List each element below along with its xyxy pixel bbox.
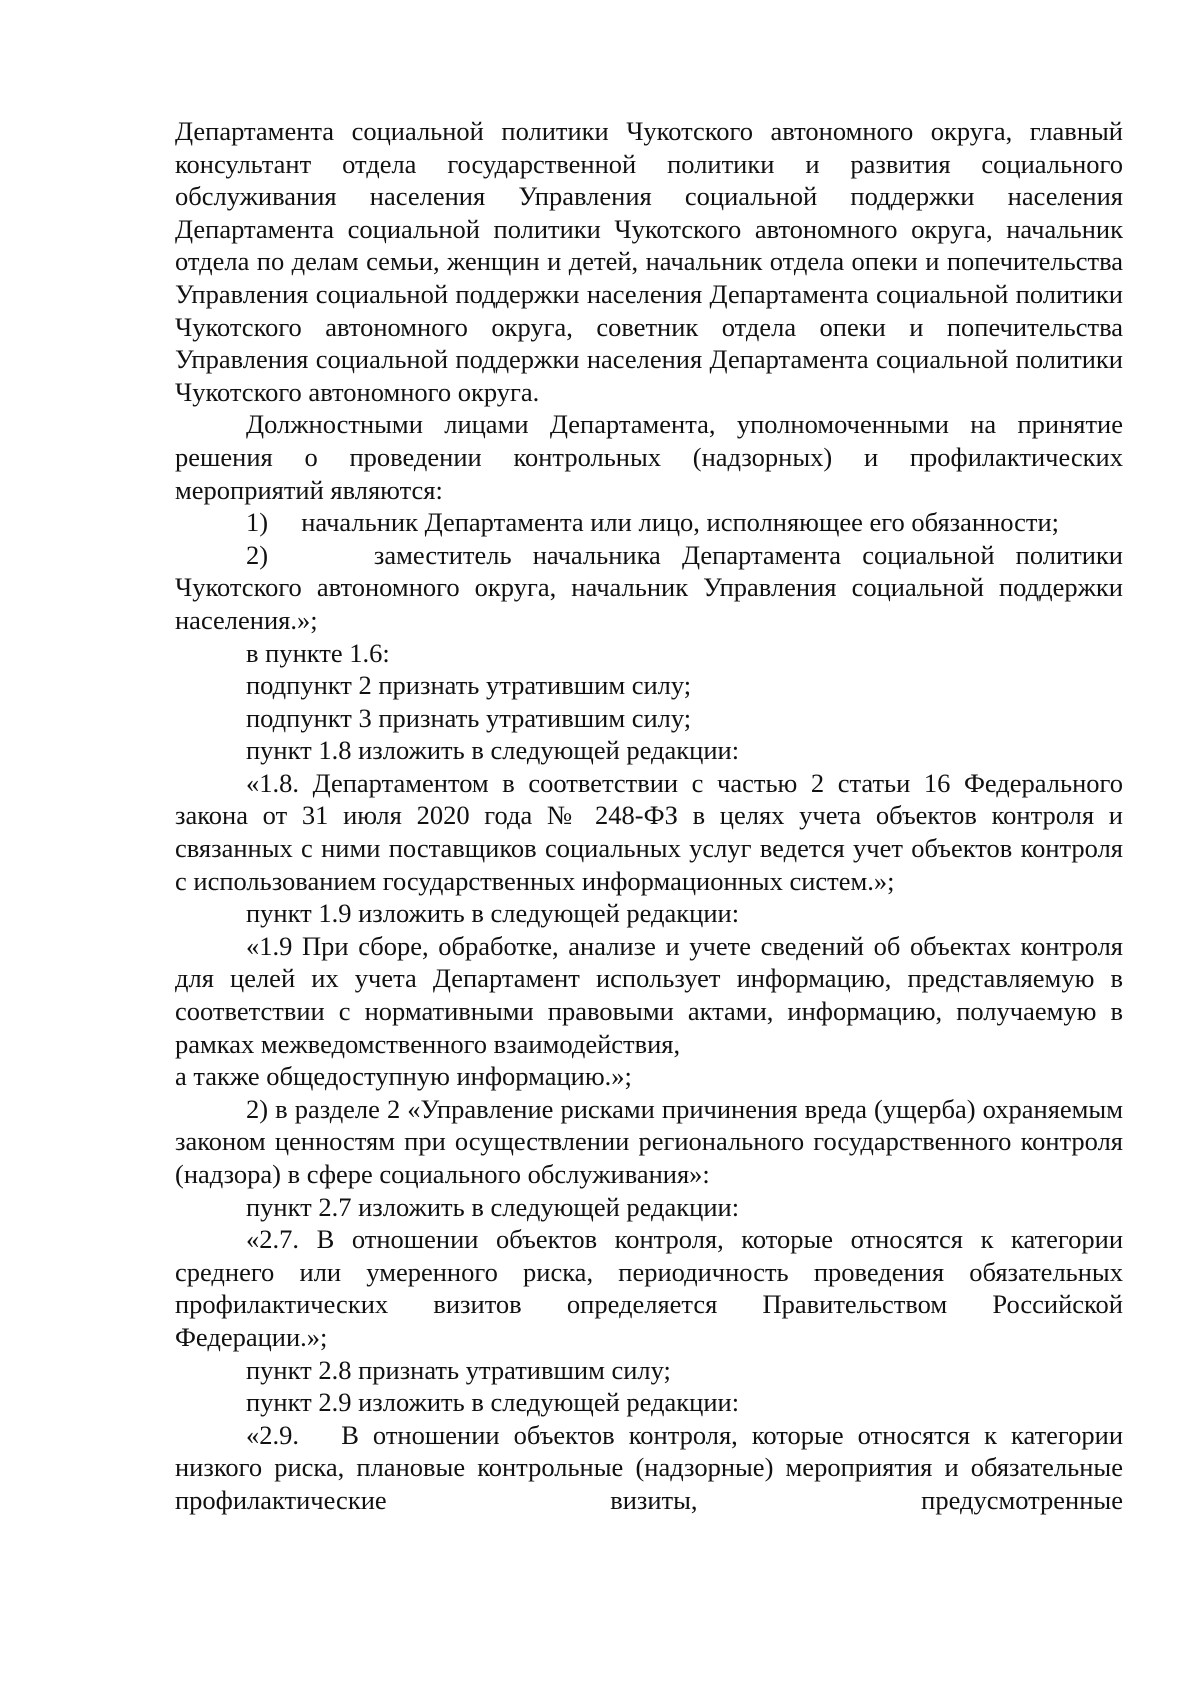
paragraph-authorized-officials: Должностными лицами Департамента, уполномоченными на принятие решения о проведении контрольных (надзорных) и профилактических мероприятий являются:	[175, 409, 1123, 505]
paragraph-subclause-2-void: подпункт 2 признать утратившим силу;	[246, 670, 692, 701]
paragraph-clause-1-9-continuation: а также общедоступную информацию.»;	[175, 1061, 632, 1092]
paragraph-subclause-3-void: подпункт 3 признать утратившим силу;	[246, 702, 692, 733]
paragraph-officials-list: Департамента социальной политики Чукотского автономного округа, главный консультант отдела государственной политики и развития социального обслуживания населения Управления социальной поддержки населения Департамента социальной политики Чукотского автономного округа, начальник отдела по делам семьи, женщин и детей, начальник отдела опеки и попечительства Управления социальной поддержки населения Департамента социальной политики Чукотского автономного округа, советник отдела опеки и попечительства Управления социальной поддержки населения Департамента социальной политики Чукотского автономного округа.	[175, 116, 1123, 407]
paragraph-clause-1-6: в пункте 1.6:	[246, 637, 390, 668]
paragraph-clause-2-8-void: пункт 2.8 признать утратившим силу;	[246, 1354, 671, 1385]
paragraph-item-2: 2) заместитель начальника Департамента социальной политики Чукотского автономного округа, начальник Управления социальной поддержки населения.»;	[175, 539, 1123, 635]
paragraph-item-1: 1) начальник Департамента или лицо, исполняющее его обязанности;	[246, 507, 1060, 538]
paragraph-clause-1-8-text: «1.8. Департаментом в соответствии с частью 2 статьи 16 Федерального закона от 31 июля 2020 года № 248-ФЗ в целях учета объектов контроля и связанных с ними поставщиков социальных услуг ведется учет объектов контроля с использованием государственных информационных систем.»;	[175, 767, 1123, 896]
paragraph-clause-2-9-intro: пункт 2.9 изложить в следующей редакции:	[246, 1387, 740, 1418]
paragraph-clause-1-9-text: «1.9 При сборе, обработке, анализе и учете сведений об объектах контроля для целей их учета Департамент использует информацию, представляемую в соответствии с нормативными правовыми актами, информацию, получаемую в рамках межведомственного взаимодействия,	[175, 930, 1123, 1059]
document-body	[175, 115, 1123, 1517]
paragraph-section-2: 2) в разделе 2 «Управление рисками причинения вреда (ущерба) охраняемым законом ценностям при осуществлении регионального государственного контроля (надзора) в сфере социального обслуживания»:	[175, 1093, 1123, 1189]
paragraph-clause-2-7-intro: пункт 2.7 изложить в следующей редакции:	[246, 1191, 740, 1222]
paragraph-clause-2-7-text: «2.7. В отношении объектов контроля, которые относятся к категории среднего или умеренного риска, периодичность проведения обязательных профилактических визитов определяется Правительством Российской Федерации.»;	[175, 1224, 1123, 1352]
paragraph-clause-1-9-intro: пункт 1.9 изложить в следующей редакции:	[246, 898, 740, 929]
paragraph-clause-2-9-text: «2.9. В отношении объектов контроля, которые относятся к категории низкого риска, плановые контрольные (надзорные) мероприятия и обязательные профилактические визиты, предусмотренные	[175, 1419, 1123, 1515]
paragraph-clause-1-8-intro: пункт 1.8 изложить в следующей редакции:	[246, 735, 740, 766]
